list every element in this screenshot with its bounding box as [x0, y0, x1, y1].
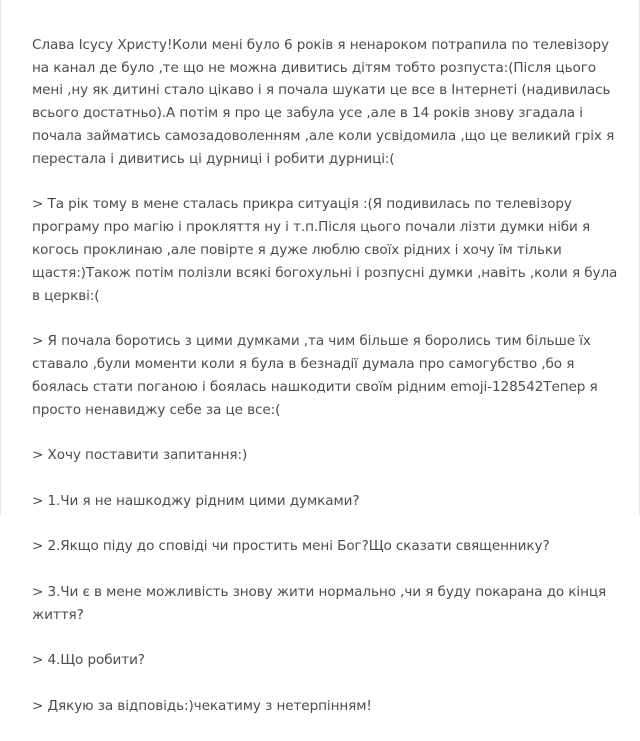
post-question-1: > 1.Чи я не нашкоджу рідним цими думками? [32, 492, 360, 509]
post-body [32, 11, 625, 741]
post-paragraph-situation: > Та рік тому в мене сталась прикра ситуація :(Я подивилась по телевізору програму про магію і прокляття ну і т.п.Після цього почали лізти думки ніби я когось проклинаю ,але повірте я дуже люблю своїх рідних і хочу їм тільки щастя:)Також потім полізли всякі богохульні і розпусні думки ,навіть ,коли я була в церкві:( [32, 196, 618, 304]
post-paragraph-struggle: > Я почала боротись з цими думками ,та чим більше я боролись тим більше їх ставало ,були моменти коли я була в безнадії думала про самогубство ,бо я боялась стати поганою і боялась нашкодити своїм рідним emoji-128542Тепер я просто ненавиджу себе за це все:( [32, 333, 598, 418]
post-question-2: > 2.Якщо піду до сповіді чи простить мені Бог?Що сказати священнику? [32, 538, 550, 555]
post-question-3: > 3.Чи є в мене можливість знову жити нормально ,чи я буду покарана до кінця життя? [32, 583, 607, 623]
post-paragraph-thanks: > Дякую за відповідь:)чекатиму з нетерпінням! [32, 697, 372, 714]
post-paragraph-intro: Слава Ісусу Христу!Коли мені було 6 років я ненароком потрапила по телевізору на канал де було ,те що не можна дивитись дітям тобто розпуста:(Після цього мені ,ну як дитині стало цікаво і я почала шукати це все в Інтернеті (надивилась всього достатньо).А потім я про це забула усе ,але в 14 років знову згадала і почала займатись самозадоволенням ,але коли усвідомила ,що це великий гріх я перестала і дивитись ці дурниці і робити дурниці:( [32, 36, 615, 167]
post-question-4: > 4.Що робити? [32, 652, 145, 669]
post-paragraph-question-intro: > Хочу поставити запитання:) [32, 447, 248, 464]
